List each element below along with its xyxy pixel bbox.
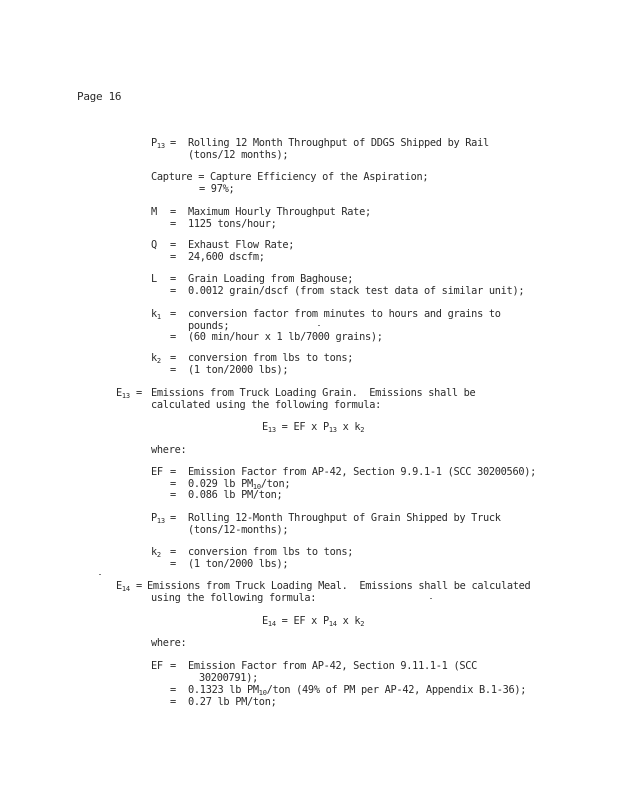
e14-ef-line3: 0.27 lb PM/ton;: [188, 696, 277, 708]
l-equals: =: [170, 273, 176, 285]
e13-p-line1: Rolling 12-Month Throughput of Grain Shipped by Truck: [188, 512, 501, 524]
e13-k-symbol: $k_2$: [151, 546, 161, 559]
q-equals-2: =: [170, 251, 176, 263]
e14-definition-line1: Emissions from Truck Loading Meal. Emissions shall be calculated: [147, 580, 531, 592]
page-number: Page 16: [77, 90, 122, 103]
l-definition-line2: 0.0012 grain/dscf (from stack test data of similar unit);: [188, 285, 525, 297]
q-equals: =: [170, 239, 176, 251]
k2-equals-2: =: [170, 364, 176, 376]
k1-symbol: $k_1$: [151, 308, 161, 321]
e13-definition-line2: calculated using the following formula:: [151, 399, 382, 411]
p13-symbol: $P_{13}$: [151, 137, 165, 150]
k2-definition-line1: conversion from lbs to tons;: [188, 352, 354, 364]
e13-p-symbol: $P_{13}$: [151, 512, 165, 525]
l-definition-line1: Grain Loading from Baghouse;: [188, 273, 354, 285]
p13-equals: =: [170, 137, 176, 149]
e14-ef-equals-3: =: [170, 696, 176, 708]
e13-ef-equals-2: =: [170, 478, 176, 490]
k1-definition-line1: conversion factor from minutes to hours and grains to: [188, 308, 501, 320]
e13-p-line2: (tons/12-months);: [188, 524, 289, 536]
e13-k-equals-2: =: [170, 558, 176, 570]
e13-symbol: $E_{13}$: [116, 387, 130, 400]
e13-k-equals: =: [170, 546, 176, 558]
p13-definition-line1: Rolling 12 Month Throughput of DDGS Shipped by Rail: [188, 137, 489, 149]
k2-definition-line2: (1 ton/2000 lbs);: [188, 364, 289, 376]
e14-ef-line1b: 30200791);: [199, 672, 258, 684]
e13-ef-line1: Emission Factor from AP-42, Section 9.9.1-1 (SCC 30200560);: [188, 466, 537, 478]
m-equals: =: [170, 206, 176, 218]
e13-ef-line2: 0.029 lb $PM_{10}$/ton;: [188, 478, 291, 491]
capture-definition-line1: Capture = Capture Efficiency of the Aspiration;: [151, 171, 429, 183]
q-symbol: Q: [151, 239, 157, 251]
e14-symbol: $E_{14}$: [116, 580, 130, 593]
k2-equals: =: [170, 352, 176, 364]
e13-formula: $E_{13}$ = EF x $P_{13}$ x $k_2$: [262, 421, 365, 434]
e13-k-line1: conversion from lbs to tons;: [188, 546, 354, 558]
e14-ef-line1: Emission Factor from AP-42, Section 9.11.1-1 (SCC: [188, 660, 478, 672]
e14-ef-symbol: EF: [151, 660, 163, 672]
l-equals-2: =: [170, 285, 176, 297]
m-definition-line2: 1125 tons/hour;: [188, 218, 277, 230]
l-symbol: L: [151, 273, 157, 285]
scan-speck: [430, 598, 432, 599]
e13-ef-line3: 0.086 lb PM/ton;: [188, 489, 283, 501]
e14-ef-equals: =: [170, 660, 176, 672]
e13-where-label: where:: [151, 444, 187, 456]
q-definition-line2: 24,600 dscfm;: [188, 251, 265, 263]
e14-ef-equals-2: =: [170, 684, 176, 696]
k1-definition-line3: (60 min/hour x 1 lb/7000 grains);: [188, 331, 383, 343]
k1-equals: =: [170, 308, 176, 320]
k2-symbol: $k_2$: [151, 352, 161, 365]
e13-ef-equals-3: =: [170, 489, 176, 501]
e14-equals: =: [136, 580, 142, 592]
p13-definition-line2: (tons/12 months);: [188, 149, 289, 161]
e14-ef-line2: 0.1323 lb $PM_{10}$/ton (49% of PM per AP-42, Appendix B.1-36);: [188, 684, 527, 697]
capture-definition-line2: = 97%;: [199, 183, 235, 195]
e13-p-equals: =: [170, 512, 176, 524]
e13-definition-line1: Emissions from Truck Loading Grain. Emissions shall be: [151, 387, 476, 399]
e14-definition-line2: using the following formula:: [151, 592, 317, 604]
k1-equals-2: =: [170, 331, 176, 343]
e14-formula: $E_{14}$ = EF x $P_{14}$ x $k_2$: [262, 615, 365, 628]
m-definition-line1: Maximum Hourly Throughput Rate;: [188, 206, 371, 218]
m-equals-2: =: [170, 218, 176, 230]
scan-speck: [318, 325, 320, 326]
k1-definition-line2: pounds;: [188, 320, 230, 332]
e13-equals: =: [136, 387, 142, 399]
scan-speck: [99, 574, 101, 575]
e14-where-label: where:: [151, 637, 187, 649]
m-symbol: M: [151, 206, 157, 218]
e13-ef-equals: =: [170, 466, 176, 478]
e13-k-line2: (1 ton/2000 lbs);: [188, 558, 289, 570]
e13-ef-symbol: EF: [151, 466, 163, 478]
q-definition-line1: Exhaust Flow Rate;: [188, 239, 295, 251]
